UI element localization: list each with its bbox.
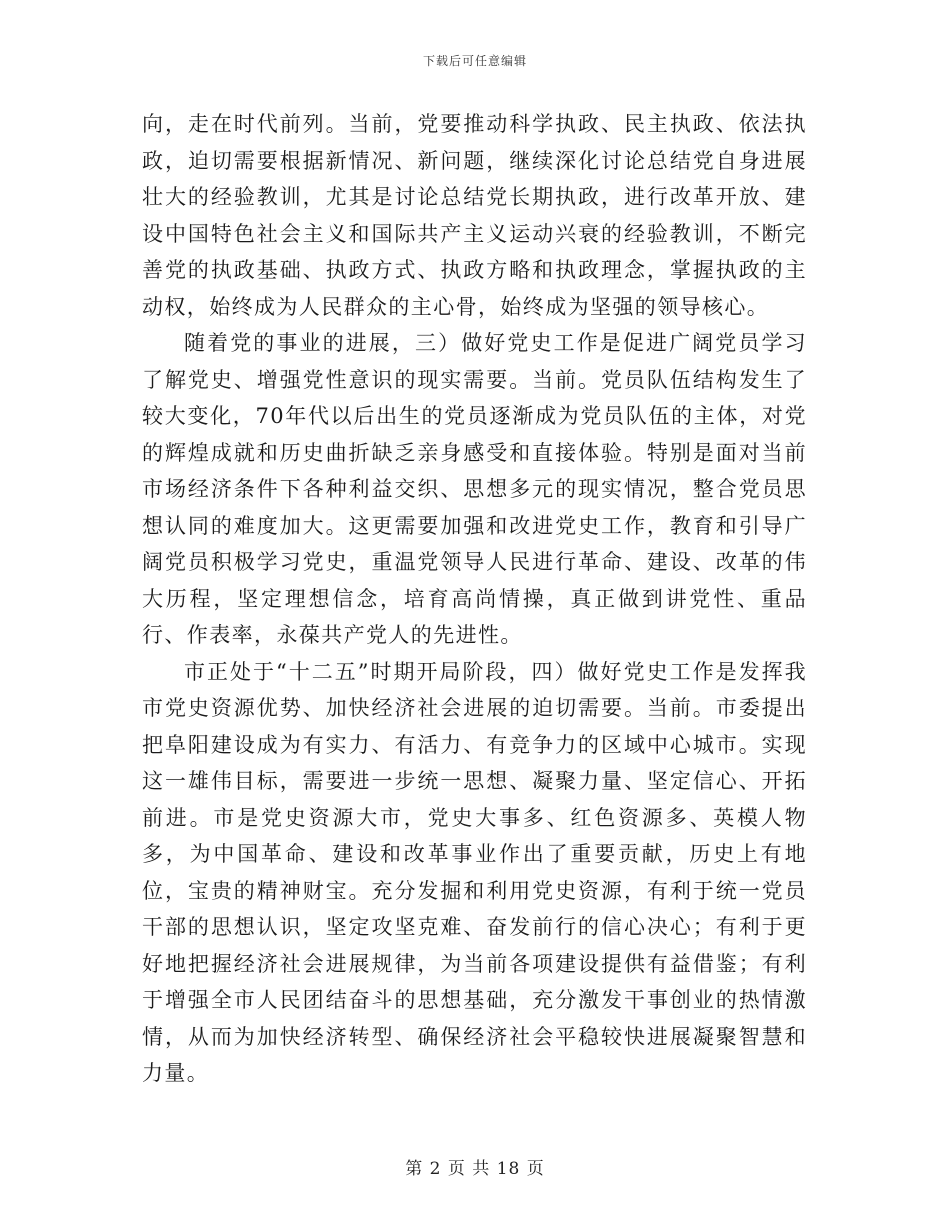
paragraph-continued: 向，走在时代前列。当前，党要推动科学执政、民主执政、依法执政，迫切需要根据新情况、新问题，继续深化讨论总结党自身进展壮大的经验教训，尤其是讨论总结党长期执政，进行改革开放、建设中国特色社会主义和国际共产主义运动兴衰的经验教训，不断完善党的执政基础、执政方式、执政方略和执政理念，掌握执政的主动权，始终成为人民群众的主心骨，始终成为坚强的领导核心。 xyxy=(142,112,807,319)
paragraph-party-history-resources: 市正处于“十二五”时期开局阶段，四）做好党史工作是发挥我市党史资源优势、加快经济社会进展的迫切需要。当前。市委提出把阜阳建设成为有实力、有活力、有竞争力的区域中心城市。实现这一雄伟目标，需要进一步统一思想、凝聚力量、坚定信心、开拓前进。市是党史资源大市，党史大事多、红色资源多、英模人物多，为中国革命、建设和改革事业作出了重要贡献，历史上有地位，宝贵的精神财宝。充分发掘和利用党史资源，有利于统一党员干部的思想认识，坚定攻坚克难、奋发前行的信心决心；有利于更好地把握经济社会进展规律，为当前各项建设提供有益借鉴；有利于增强全市人民团结奋斗的思想基础，充分激发干事创业的热情激情，从而为加快经济转型、确保经济社会平稳较快进展凝聚智慧和力量。 xyxy=(142,659,807,1085)
document-body xyxy=(142,106,807,1092)
page-number-footer: 第 2 页 共 18 页 xyxy=(405,1159,545,1179)
paragraph-party-history-awareness: 随着党的事业的进展，三）做好党史工作是促进广阔党员学习了解党史、增强党性意识的现实需要。当前。党员队伍结构发生了较大变化，70年代以后出生的党员逐渐成为党员队伍的主体，对党的辉煌成就和历史曲折缺乏亲身感受和直接体验。特别是面对当前市场经济条件下各种利益交织、思想多元的现实情况，整合党员思想认同的难度加大。这更需要加强和改进党史工作，教育和引导广阔党员积极学习党史，重温党领导人民进行革命、建设、改革的伟大历程，坚定理想信念，培育高尚情操，真正做到讲党性、重品行、作表率，永葆共产党人的先进性。 xyxy=(142,331,807,647)
page-header-note: 下载后可任意编辑 xyxy=(422,54,527,68)
